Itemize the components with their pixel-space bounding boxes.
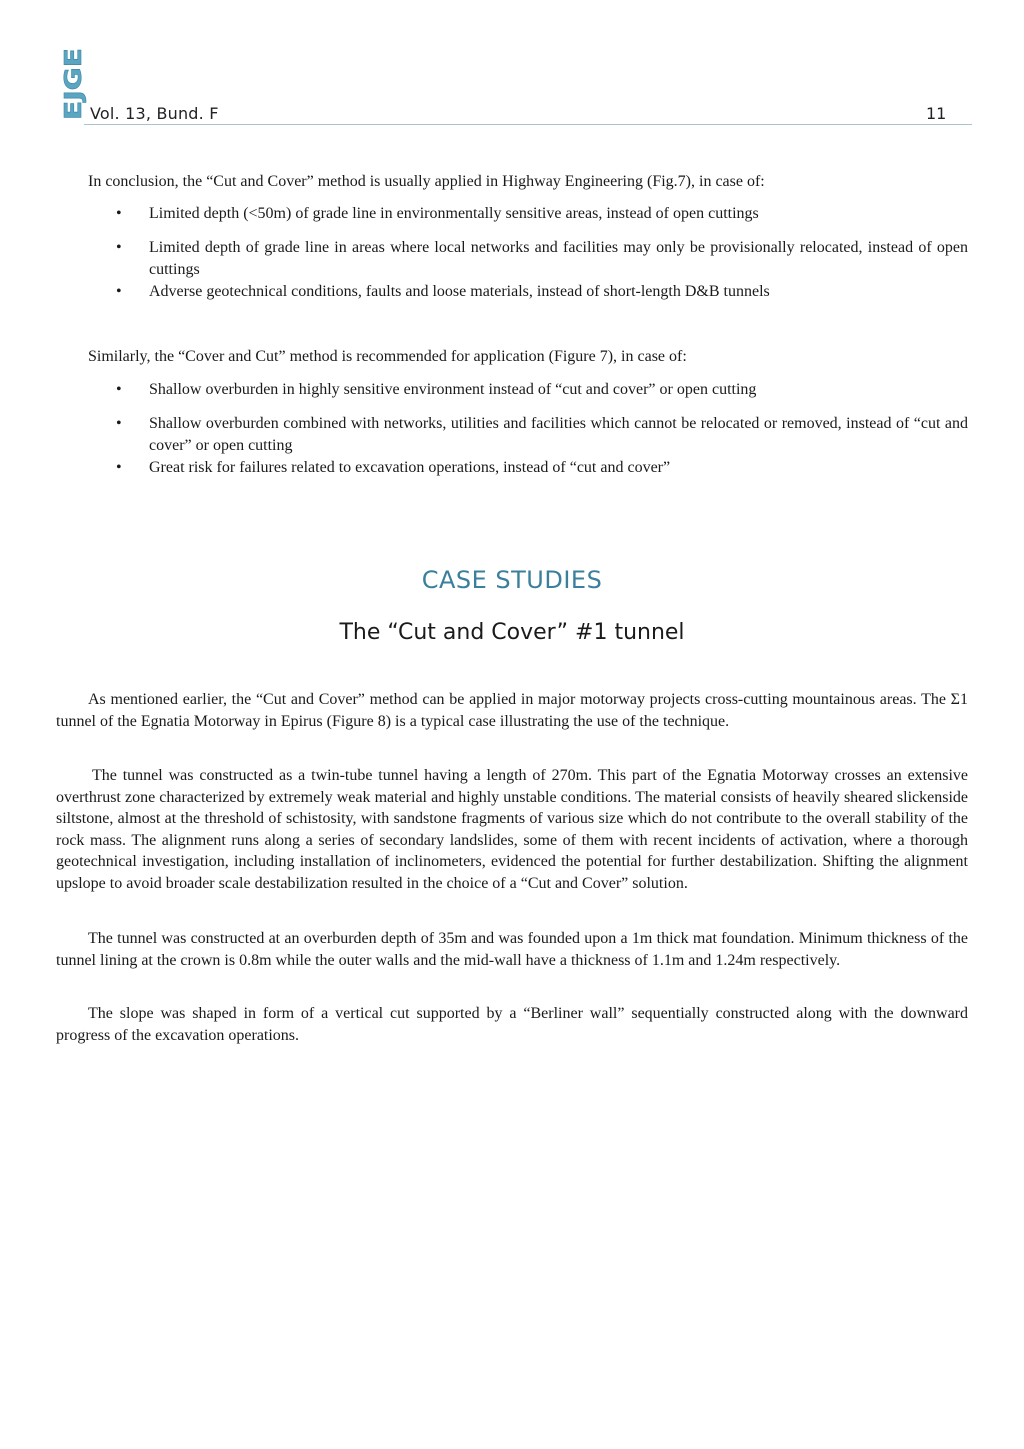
list-item-text: Limited depth (<50m) of grade line in environmentally sensitive areas, instead of open cuttings bbox=[149, 205, 759, 222]
list-item-text: Shallow overburden in highly sensitive environment instead of “cut and cover” or open cutting bbox=[149, 381, 757, 398]
body-paragraph: The slope was shaped in form of a vertical cut supported by a “Berliner wall” sequentially constructed along with the downward progress of the excavation operations. bbox=[56, 1005, 968, 1044]
header-rule bbox=[84, 124, 972, 125]
list-item-text: Adverse geotechnical conditions, faults and loose materials, instead of short-length D&B tunnels bbox=[149, 283, 770, 300]
list-item bbox=[116, 413, 968, 456]
page-number: 11 bbox=[926, 104, 947, 123]
bullet-icon: • bbox=[116, 415, 122, 432]
running-head: Vol. 13, Bund. F bbox=[90, 104, 219, 123]
list-item-text: Shallow overburden combined with networks, utilities and facilities which cannot be relocated or removed, instead of “cut and cover” or open cutting bbox=[149, 415, 968, 454]
bullet-icon: • bbox=[116, 381, 122, 398]
list-item-text: Limited depth of grade line in areas where local networks and facilities may only be provisionally relocated, instead of open cuttings bbox=[149, 239, 968, 278]
subsection-heading: The “Cut and Cover” #1 tunnel bbox=[339, 620, 685, 645]
list-item bbox=[116, 237, 968, 280]
bullet-icon: • bbox=[116, 459, 122, 476]
body-paragraph: As mentioned earlier, the “Cut and Cover” method can be applied in major motorway projects cross-cutting mountainous areas. The Σ1 tunnel of the Egnatia Motorway in Epirus (Figure 8) is a typical case illustrating the use of the technique. bbox=[56, 691, 968, 730]
svg-text:EJGE: EJGE bbox=[61, 61, 87, 120]
bullet-icon: • bbox=[116, 239, 122, 256]
journal-logo bbox=[60, 46, 87, 120]
list-intro: Similarly, the “Cover and Cut” method is recommended for application (Figure 7), in case of: bbox=[88, 348, 687, 365]
list-item bbox=[116, 281, 968, 303]
list-item-text: Great risk for failures related to excavation operations, instead of “cut and cover” bbox=[149, 459, 671, 476]
section-heading: CASE STUDIES bbox=[421, 566, 603, 594]
list-item bbox=[116, 203, 968, 225]
list-intro: In conclusion, the “Cut and Cover” method is usually applied in Highway Engineering (Fig.7), in case of: bbox=[88, 173, 765, 190]
list-item bbox=[116, 457, 968, 479]
body-paragraph: The tunnel was constructed as a twin-tube tunnel having a length of 270m. This part of the Egnatia Motorway crosses an extensive overthrust zone characterized by extremely weak material and highly unstable conditions. The material consists of heavily sheared slickenside siltstone, almost at the threshold of schistosity, with sandstone fragments of various size which do not contribute to the overall stability of the rock mass. The alignment runs along a series of secondary landslides, some of them with recent incidents of activation, where a thorough geotechnical investigation, including installation of inclinometers, evidenced the potential for further destabilization. Shifting the alignment upslope to avoid broader scale destabilization resulted in the choice of a “Cut and Cover” solution. bbox=[56, 767, 968, 892]
bullet-icon: • bbox=[116, 205, 122, 222]
list-item bbox=[116, 379, 968, 401]
body-paragraph: The tunnel was constructed at an overburden depth of 35m and was founded upon a 1m thick mat foundation. Minimum thickness of the tunnel lining at the crown is 0.8m while the outer walls and the mid-wall have a thickness of 1.1m and 1.24m respectively. bbox=[56, 930, 968, 969]
bullet-icon: • bbox=[116, 283, 122, 300]
